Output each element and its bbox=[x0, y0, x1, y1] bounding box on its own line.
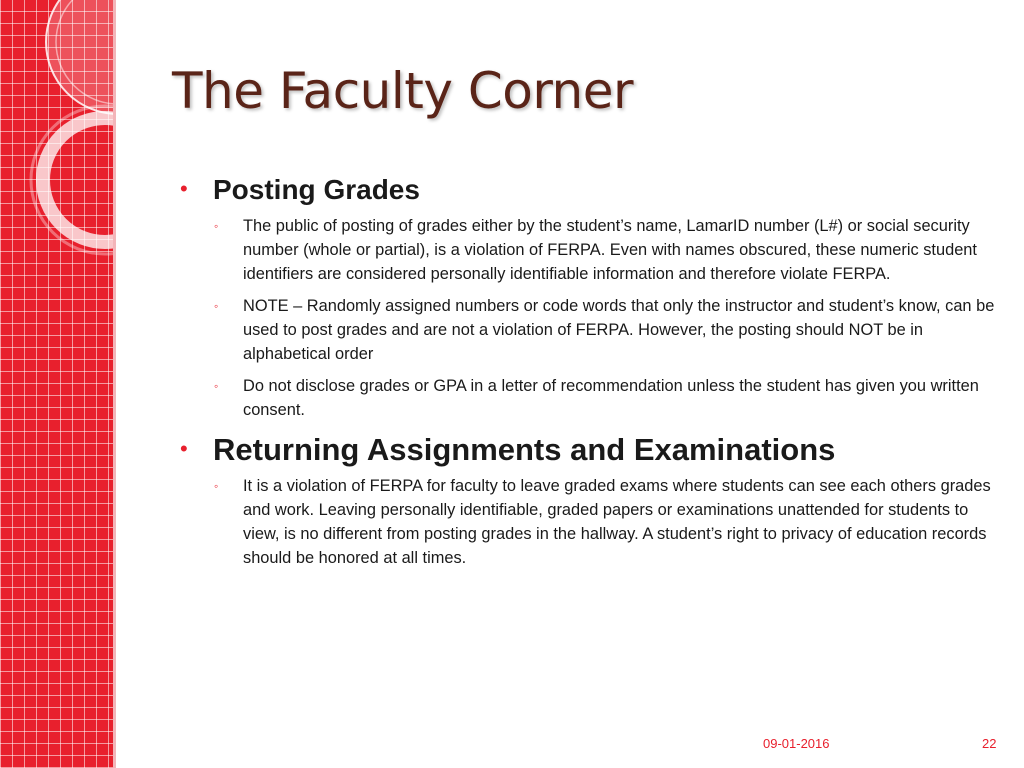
sidebar-divider bbox=[113, 0, 116, 768]
decorative-grid-sidebar bbox=[0, 0, 113, 768]
sub-bullet-icon: ◦ bbox=[214, 379, 219, 393]
list-item-text: It is a violation of FERPA for faculty to leave graded exams where students can see each others grades and work. Leaving personally identifiable, graded papers or examinations unattended for students to view, is no different from posting grades in the hallway. A student’s right to privacy of education records should be honored at all times. bbox=[243, 477, 991, 567]
sub-bullet-icon: ◦ bbox=[214, 219, 219, 233]
sub-bullet-list bbox=[180, 474, 1000, 570]
section-heading: Posting Grades bbox=[213, 174, 420, 205]
list-item bbox=[180, 374, 1000, 422]
section-heading: Returning Assignments and Examinations bbox=[213, 432, 836, 467]
section-heading-row bbox=[180, 430, 1000, 470]
list-item-text: Do not disclose grades or GPA in a letter of recommendation unless the student has given you written consent. bbox=[243, 377, 979, 419]
bullet-dot-icon: • bbox=[180, 436, 188, 461]
list-item-text: The public of posting of grades either by the student’s name, LamarID number (L#) or social security number (whole or partial), is a violation of FERPA. Even with names obscured, these numeric student identifiers are considered personally identifiable information and therefore violate FERPA. bbox=[243, 217, 977, 283]
sub-bullet-icon: ◦ bbox=[214, 299, 219, 313]
sub-bullet-list bbox=[180, 214, 1000, 422]
list-item-text: NOTE – Randomly assigned numbers or code words that only the instructor and student’s know, can be used to post grades and are not a violation of FERPA. However, the posting should NOT be in alphabetical order bbox=[243, 297, 995, 363]
footer-date: 09-01-2016 bbox=[763, 736, 830, 751]
slide-body bbox=[180, 170, 1000, 578]
section-heading-row bbox=[180, 170, 1000, 210]
list-item bbox=[180, 214, 1000, 286]
section-posting-grades bbox=[180, 170, 1000, 422]
list-item bbox=[180, 474, 1000, 570]
bullet-dot-icon: • bbox=[180, 176, 188, 201]
page-number: 22 bbox=[982, 736, 997, 751]
section-returning-assignments bbox=[180, 430, 1000, 570]
circle-ornament-icon bbox=[0, 0, 113, 768]
list-item bbox=[180, 294, 1000, 366]
sub-bullet-icon: ◦ bbox=[214, 479, 219, 493]
slide-title: The Faculty Corner bbox=[172, 62, 634, 120]
